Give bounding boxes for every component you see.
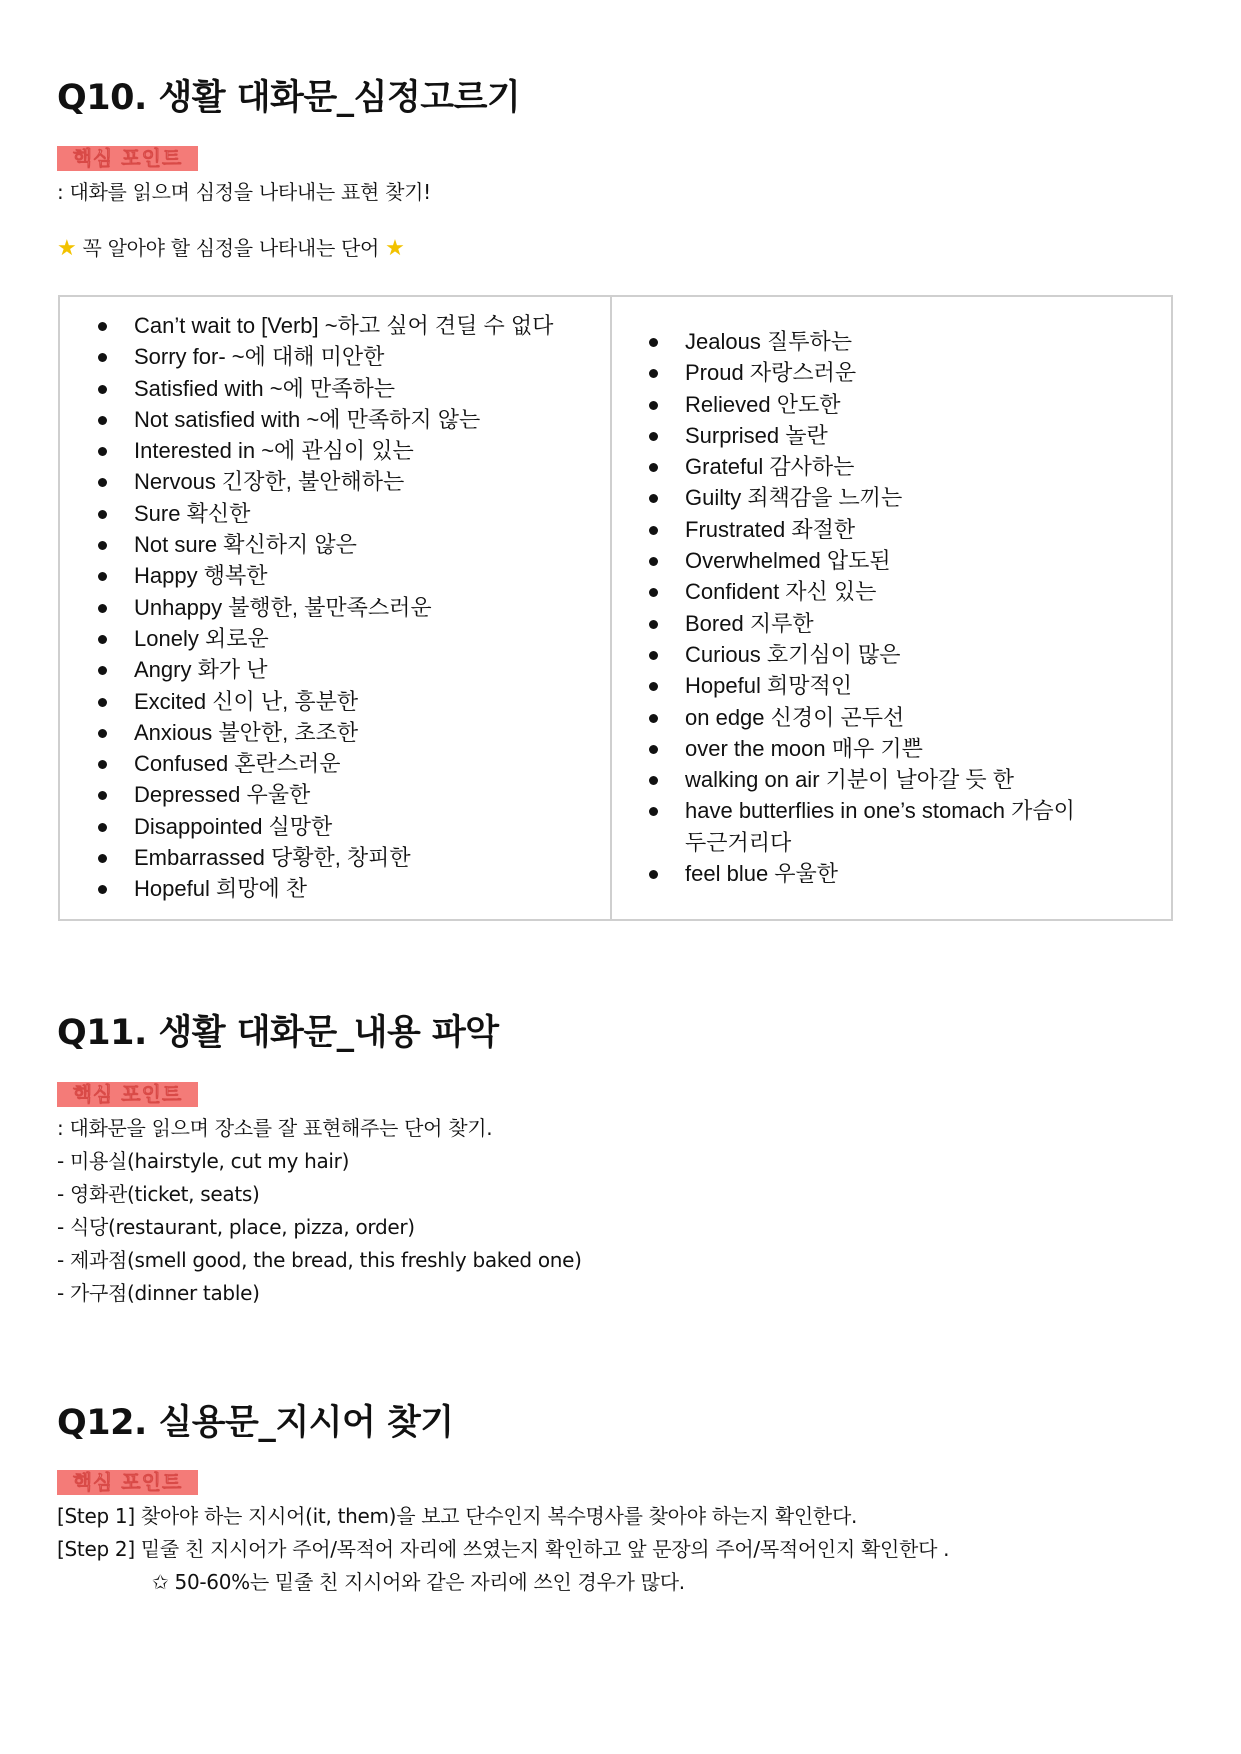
list-item: Sure 확신한 xyxy=(94,498,594,529)
list-item: Not sure 확신하지 않은 xyxy=(94,529,594,560)
list-item: Grateful 감사하는 xyxy=(645,451,1075,482)
star-outline-icon: ✩ xyxy=(152,1570,169,1594)
step-1-text: 찾아야 하는 지시어(it, them)을 보고 단수인지 복수명사를 찾아야 하는지 확인한다. xyxy=(140,1504,858,1528)
list-item: Overwhelmed 압도된 xyxy=(645,545,1075,576)
list-item: over the moon 매우 기쁜 xyxy=(645,733,1075,764)
list-item: Confident 자신 있는 xyxy=(645,576,1075,607)
q11-place-item: - 제과점(smell good, the bread, this freshly baked one) xyxy=(57,1248,582,1272)
q12-key-point-badge: 핵심 포인트 xyxy=(57,1470,198,1495)
list-item: walking on air 기분이 날아갈 듯 한 xyxy=(645,764,1075,795)
q10-subheading xyxy=(57,236,405,261)
list-item: Can’t wait to [Verb] ~하고 싶어 견딜 수 없다 xyxy=(94,310,594,341)
q12-step-1 xyxy=(57,1504,857,1528)
q12-step-2 xyxy=(57,1537,949,1561)
list-item: have butterflies in one’s stomach 가슴이 두근거리다 xyxy=(645,795,1075,858)
step-1-label: [Step 1] xyxy=(57,1504,135,1528)
list-item: Proud 자랑스러운 xyxy=(645,357,1075,388)
list-item: Angry 화가 난 xyxy=(94,654,594,685)
q10-key-point-badge: 핵심 포인트 xyxy=(57,146,198,171)
list-item: Surprised 놀란 xyxy=(645,420,1075,451)
list-item: Satisfied with ~에 만족하는 xyxy=(94,373,594,404)
list-item: Disappointed 실망한 xyxy=(94,811,594,842)
list-item: Not satisfied with ~에 만족하지 않는 xyxy=(94,404,594,435)
list-item: on edge 신경이 곤두선 xyxy=(645,702,1075,733)
q12-title: Q12. 실용문_지시어 찾기 xyxy=(57,1403,454,1443)
list-item: Hopeful 희망적인 xyxy=(645,670,1075,701)
q12-note-text: 50-60%는 밑줄 친 지시어와 같은 자리에 쓰인 경우가 많다. xyxy=(174,1570,685,1594)
q11-key-point-badge: 핵심 포인트 xyxy=(57,1082,198,1107)
vocab-list-right xyxy=(645,326,1075,889)
list-item: Lonely 외로운 xyxy=(94,623,594,654)
q11-place-item: - 식당(restaurant, place, pizza, order) xyxy=(57,1215,415,1239)
q11-place-item: - 미용실(hairstyle, cut my hair) xyxy=(57,1149,350,1173)
list-item: Sorry for- ~에 대해 미안한 xyxy=(94,341,594,372)
list-item: Embarrassed 당황한, 창피한 xyxy=(94,842,594,873)
list-item: Guilty 죄책감을 느끼는 xyxy=(645,482,1075,513)
list-item: Anxious 불안한, 초조한 xyxy=(94,717,594,748)
q11-place-item: - 영화관(ticket, seats) xyxy=(57,1182,260,1206)
list-item: Nervous 긴장한, 불안해하는 xyxy=(94,466,594,497)
star-icon: ★ xyxy=(57,236,77,261)
list-item: Bored 지루한 xyxy=(645,608,1075,639)
q12-note xyxy=(152,1570,685,1594)
q11-description: : 대화문을 읽으며 장소를 잘 표현해주는 단어 찾기. xyxy=(57,1116,493,1140)
q11-title: Q11. 생활 대화문_내용 파악 xyxy=(57,1013,499,1053)
list-item: Curious 호기심이 많은 xyxy=(645,639,1075,670)
list-item: feel blue 우울한 xyxy=(645,858,1075,889)
list-item: Relieved 안도한 xyxy=(645,389,1075,420)
list-item: Unhappy 불행한, 불만족스러운 xyxy=(94,592,594,623)
list-item: Jealous 질투하는 xyxy=(645,326,1075,357)
star-icon: ★ xyxy=(385,236,405,261)
list-item: Hopeful 희망에 찬 xyxy=(94,873,594,904)
list-item: Depressed 우울한 xyxy=(94,779,594,810)
step-2-text: 밑줄 친 지시어가 주어/목적어 자리에 쓰였는지 확인하고 앞 문장의 주어/목적어인지 확인한다 . xyxy=(140,1537,950,1561)
list-item: Happy 행복한 xyxy=(94,560,594,591)
list-item: Confused 혼란스러운 xyxy=(94,748,594,779)
q10-title: Q10. 생활 대화문_심정고르기 xyxy=(57,78,521,118)
vocab-list-left xyxy=(94,310,594,905)
q10-subheading-text: 꼭 알아야 할 심정을 나타내는 단어 xyxy=(82,236,380,260)
list-item: Frustrated 좌절한 xyxy=(645,514,1075,545)
q11-place-item: - 가구점(dinner table) xyxy=(57,1281,260,1305)
step-2-label: [Step 2] xyxy=(57,1537,135,1561)
q10-description: : 대화를 읽으며 심정을 나타내는 표현 찾기! xyxy=(57,180,431,204)
list-item: Interested in ~에 관심이 있는 xyxy=(94,435,594,466)
list-item: Excited 신이 난, 흥분한 xyxy=(94,686,594,717)
vocab-table-divider xyxy=(610,295,612,921)
